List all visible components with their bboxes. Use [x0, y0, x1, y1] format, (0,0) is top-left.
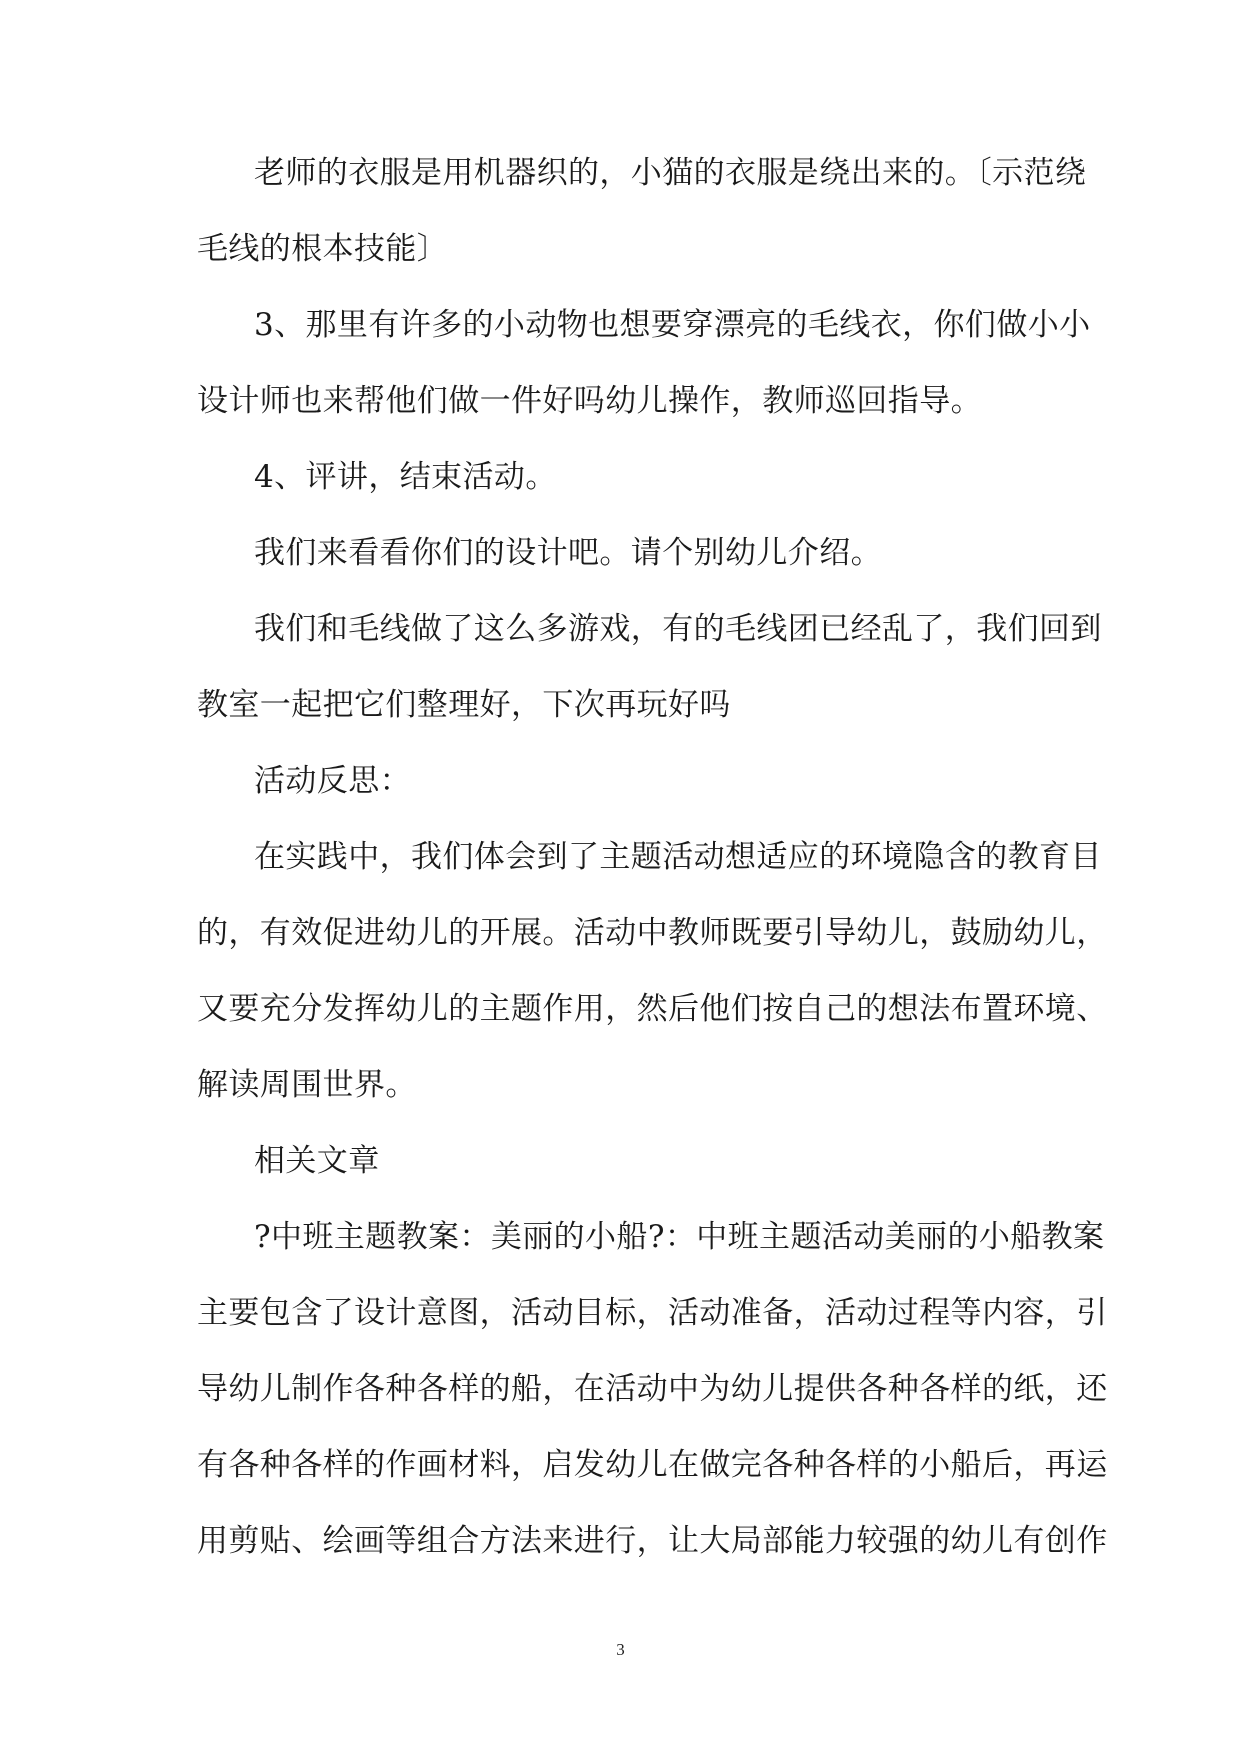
text-line: 解读周围世界。 [197, 1067, 417, 1103]
text-line: 导幼儿制作各种各样的船，在活动中为幼儿提供各种各样的纸，还 [197, 1371, 1108, 1407]
text-line: 毛线的根本技能〕 [197, 231, 449, 267]
text-line: 老师的衣服是用机器织的，小猫的衣服是绕出来的。〔示范绕 [254, 155, 1087, 191]
section-heading: 活动反思： [254, 763, 411, 799]
text-line: 教室一起把它们整理好，下次再玩好吗 [197, 687, 731, 723]
text-line: 用剪贴、绘画等组合方法来进行，让大局部能力较强的幼儿有创作 [197, 1523, 1108, 1559]
text-line: 主要包含了设计意图，活动目标，活动准备，活动过程等内容，引 [197, 1295, 1108, 1331]
text-line: 设计师也来帮他们做一件好吗幼儿操作，教师巡回指导。 [197, 383, 982, 419]
text-line: 我们和毛线做了这么多游戏，有的毛线团已经乱了，我们回到 [254, 611, 1102, 647]
text-line: ?中班主题教案：美丽的小船?：中班主题活动美丽的小船教案 [254, 1219, 1105, 1255]
text-line: 我们来看看你们的设计吧。请个别幼儿介绍。 [254, 535, 882, 571]
text-line: 4、评讲，结束活动。 [254, 459, 557, 495]
text-line: 有各种各样的作画材料，启发幼儿在做完各种各样的小船后，再运 [197, 1447, 1108, 1483]
text-line: 又要充分发挥幼儿的主题作用，然后他们按自己的想法布置环境、 [197, 991, 1108, 1027]
page-number: 3 [616, 1640, 625, 1659]
section-heading: 相关文章 [254, 1143, 380, 1179]
text-line: 3、那里有许多的小动物也想要穿漂亮的毛线衣，你们做小小 [254, 307, 1091, 343]
text-line: 在实践中，我们体会到了主题活动想适应的环境隐含的教育目 [254, 839, 1102, 875]
text-line: 的，有效促进幼儿的开展。活动中教师既要引导幼儿，鼓励幼儿， [197, 915, 1108, 951]
